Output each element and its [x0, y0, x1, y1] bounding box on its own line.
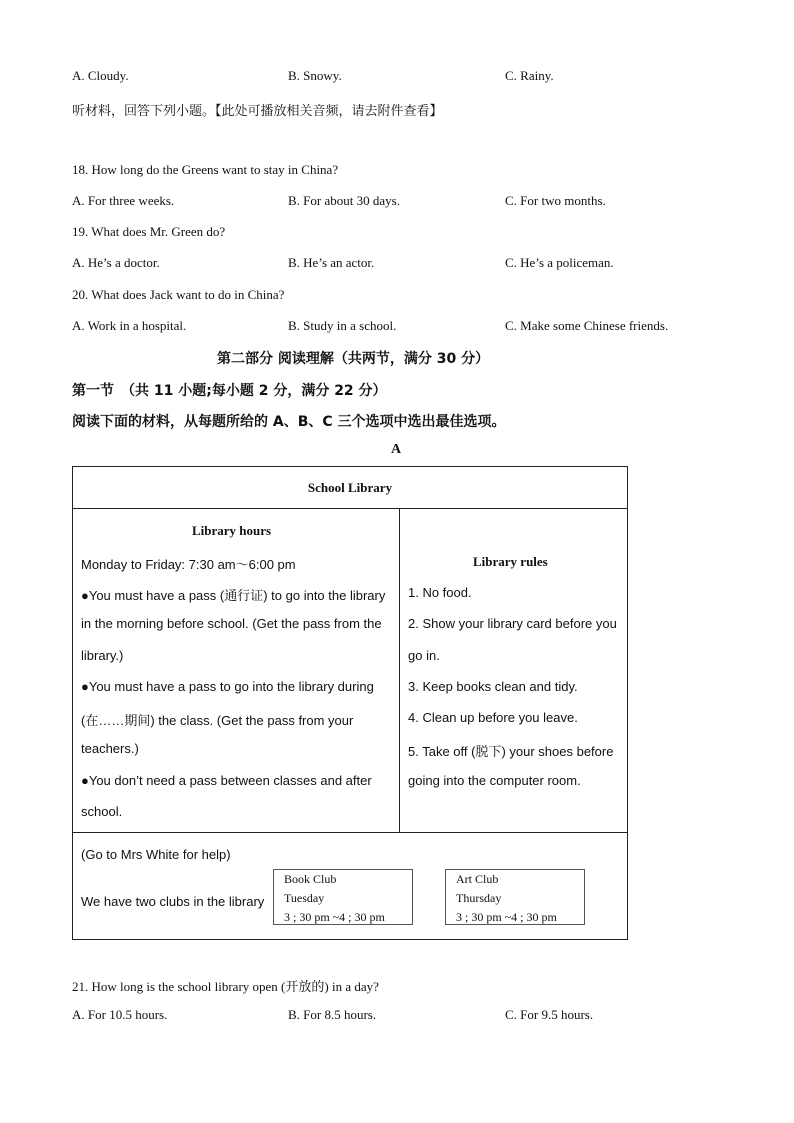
library-hours-section: [73, 509, 399, 832]
reading-instruction: 阅读下面的材料，从每题所给的 A、B、C 三个选项中选出最佳选项。: [72, 414, 506, 430]
book-club-day: Tuesday: [284, 891, 325, 905]
q17-option-c: C. Rainy.: [505, 68, 554, 83]
library-title: School Library: [307, 479, 393, 495]
q17-option-a: A. Cloudy.: [72, 68, 129, 83]
hours-line: library.): [81, 648, 124, 663]
q18-option-c: C. For two months.: [505, 193, 606, 208]
hours-line: ●You must have a pass (通行证) to go into the library: [81, 588, 386, 603]
help-text: (Go to Mrs White for help): [81, 847, 231, 862]
q19-option-b: B. He’s an actor.: [288, 255, 375, 270]
q20-option-c: C. Make some Chinese friends.: [505, 318, 669, 333]
rule-line: go in.: [408, 648, 440, 663]
hours-line: ●You don’t need a pass between classes and after: [81, 773, 372, 788]
rule-line: 2. Show your library card before you: [408, 616, 617, 631]
clubs-intro: We have two clubs in the library: [81, 894, 265, 909]
rule-line: 3. Keep books clean and tidy.: [408, 679, 578, 694]
hours-line: in the morning before school. (Get the pass from the: [81, 616, 382, 631]
q19-option-a: A. He’s a doctor.: [72, 255, 160, 270]
art-club-name: Art Club: [456, 872, 499, 886]
question-21: 21. How long is the school library open (开放的) in a day?: [72, 979, 379, 994]
art-club-time: 3 ; 30 pm ~4 ; 30 pm: [456, 910, 557, 924]
library-rules-section: [400, 509, 627, 832]
q18-option-a: A. For three weeks.: [72, 193, 175, 208]
rule-line: going into the computer room.: [408, 773, 581, 788]
section1-title: 第一节 （共 11 小题;每小题 2 分，满分 22 分）: [72, 383, 387, 399]
rule-line: 1. No food.: [408, 585, 472, 600]
library-clubs-section: [73, 833, 627, 939]
rule-line: 5. Take off (脱下) your shoes before: [408, 744, 614, 759]
q20-option-b: B. Study in a school.: [288, 318, 397, 333]
hours-line: school.: [81, 804, 123, 819]
question-19: 19. What does Mr. Green do?: [72, 224, 226, 239]
rule-line: 4. Clean up before you leave.: [408, 710, 578, 725]
q21-option-b: B. For 8.5 hours.: [288, 1007, 377, 1022]
library-rules-heading: Library rules: [473, 554, 548, 569]
hours-line: Monday to Friday: 7:30 am～6:00 pm: [81, 557, 296, 572]
question-18: 18. How long do the Greens want to stay in China?: [72, 162, 339, 177]
book-club-time: 3 ; 30 pm ~4 ; 30 pm: [284, 910, 385, 924]
book-club-box: [273, 869, 413, 925]
q18-option-b: B. For about 30 days.: [288, 193, 400, 208]
library-notice-table: [72, 466, 628, 940]
q17-option-b: B. Snowy.: [288, 68, 342, 83]
q20-option-a: A. Work in a hospital.: [72, 318, 187, 333]
art-club-day: Thursday: [456, 891, 502, 905]
part2-title: 第二部分 阅读理解（共两节，满分 30 分）: [217, 351, 490, 367]
book-club-name: Book Club: [284, 872, 337, 886]
library-hours-heading: Library hours: [192, 523, 272, 538]
listening-instruction: 听材料，回答下列小题。【此处可播放相关音频，请去附件查看】: [72, 104, 443, 119]
hours-line: teachers.): [81, 741, 139, 756]
q21-option-c: C. For 9.5 hours.: [505, 1007, 594, 1022]
art-club-box: [445, 869, 585, 925]
question-20: 20. What does Jack want to do in China?: [72, 287, 285, 302]
passage-label: A: [391, 442, 402, 457]
hours-line: (在……期间) the class. (Get the pass from your: [81, 713, 354, 728]
hours-line: ●You must have a pass to go into the library during: [81, 679, 374, 694]
q21-option-a: A. For 10.5 hours.: [72, 1007, 168, 1022]
q19-option-c: C. He’s a policeman.: [505, 255, 614, 270]
